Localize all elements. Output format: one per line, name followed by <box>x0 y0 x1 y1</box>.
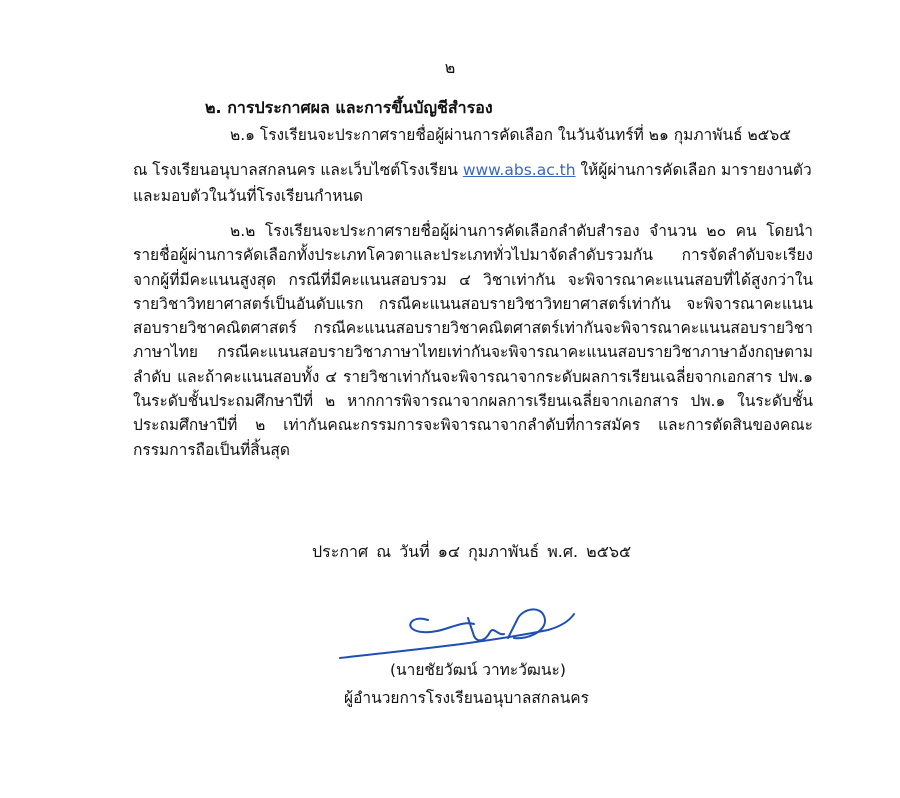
signer-title: ผู้อำนวยการโรงเรียนอนุบาลสกลนคร <box>344 689 589 707</box>
paragraph-2-2-text: ๒.๒ โรงเรียนจะประกาศรายชื่อผู้ผ่านการคัดเลือกลำดับสำรอง จำนวน ๒๐ คน โดยนำรายชื่อผู้ผ่านการคัดเลือกทั้งประเภทโควตาและประเภททั่วไปมาจัดลำดับรวมกัน การจัดลำดับจะเรียงจากผู้ที่มีคะแนนสูงสุด กรณีที่มีคะแนนสอบรวม ๔ วิชาเท่ากัน จะพิจารณาคะแนนสอบที่ได้สูงกว่าในรายวิชาวิทยาศาสตร์เป็นอันดับแรก กรณีคะแนนสอบรายวิชาวิทยาศาสตร์เท่ากัน จะพิจารณาคะแนนสอบรายวิชาคณิตศาสตร์ กรณีคะแนนสอบรายวิชาคณิตศาสตร์เท่ากันจะพิจารณาคะแนนสอบรายวิชาภาษาไทย กรณีคะแนนสอบรายวิชาภาษาไทยเท่ากันจะพิจารณาคะแนนสอบรายวิชาภาษาอังกฤษตามลำดับ และถ้าคะแนนสอบทั้ง ๔ รายวิชาเท่ากันจะพิจารณาจากระดับผลการเรียนเฉลี่ยจากเอกสาร ปพ.๑ ในระดับชั้นประถมศึกษาปีที่ ๒ หากการพิจารณาจากผลการเรียนเฉลี่ยจากเอกสาร ปพ.๑ ในระดับชั้นประถมศึกษาปีที่ ๒ เท่ากันคณะกรรมการจะพิจารณาจากลำดับที่การสมัคร และการตัดสินของคณะกรรมการถือเป็นที่สิ้นสุด <box>133 222 813 459</box>
paragraph-2-1-line-1: ๒.๑ โรงเรียนจะประกาศรายชื่อผู้ผ่านการคัดเลือก ในวันจันทร์ที่ ๒๑ กุมภาพันธ์ ๒๕๖๕ <box>230 126 791 144</box>
paragraph-2-1-line-2-after: ให้ผู้ผ่านการคัดเลือก มารายงานตัว <box>575 161 812 179</box>
signer-name: (นายชัยวัฒน์ วาทะวัฒนะ) <box>390 661 566 679</box>
website-link[interactable]: www.abs.ac.th <box>462 161 576 179</box>
paragraph-2-1-line-2 <box>133 158 812 182</box>
paragraph-2-1-line-2-before: ณ โรงเรียนอนุบาลสกลนคร และเว็บไซต์โรงเรียน <box>133 161 463 179</box>
page-number: ๒ <box>444 58 456 77</box>
paragraph-2-1-line-3: และมอบตัวในวันที่โรงเรียนกำหนด <box>133 187 364 205</box>
section-heading: ๒. การประกาศผล และการขึ้นบัญชีสำรอง <box>205 98 493 117</box>
paragraph-2-2 <box>133 219 813 462</box>
announcement-date: ประกาศ ณ วันที่ ๑๔ กุมภาพันธ์ พ.ศ. ๒๕๖๕ <box>312 542 632 561</box>
